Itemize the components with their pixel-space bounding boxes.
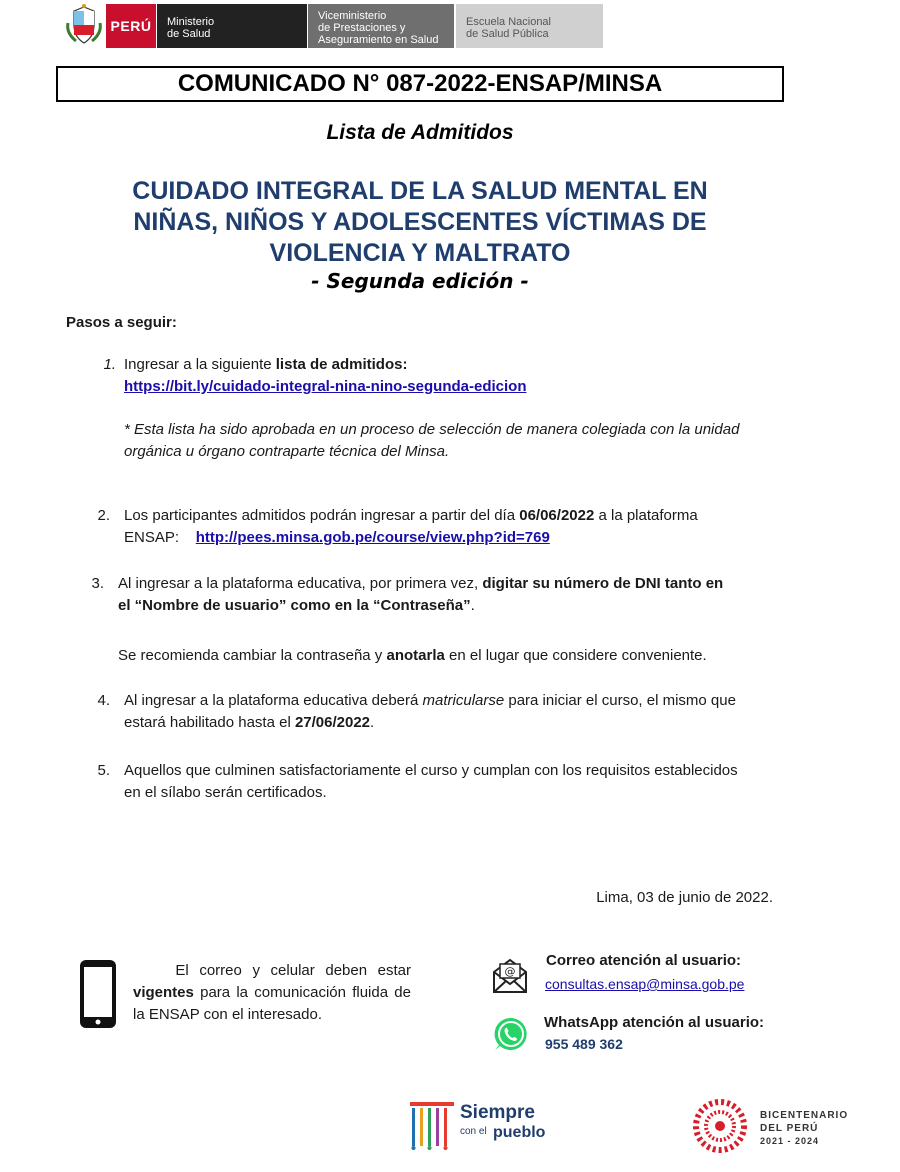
whatsapp-number: 955 489 362: [545, 1036, 623, 1052]
email-heading: Correo atención al usuario:: [546, 952, 742, 969]
peru-logo: PERÚ: [106, 4, 156, 48]
siempre-con-el-pueblo-logo: Siempre con el pueblo: [408, 1098, 558, 1158]
course-title: CUIDADO INTEGRAL DE LA SALUD MENTAL EN NIÑAS, NIÑOS Y ADOLESCENTES VÍCTIMAS DE VIOLENCIA Y MALTRATO: [132, 177, 708, 267]
steps-label: Pasos a seguir:: [66, 314, 177, 331]
coat-of-arms-icon: [62, 3, 106, 47]
email-icon: [490, 956, 530, 996]
step-3: Al ingresar a la plataforma educativa, por primera vez, digitar su número de DNI tanto en el “Nombre de usuario” como en la “Contraseña”.: [118, 575, 724, 614]
edition-label: - Segunda edición -: [311, 269, 529, 293]
tassel-icon: [408, 1100, 456, 1152]
email-link[interactable]: consultas.ensap@minsa.gob.pe: [545, 976, 745, 992]
whatsapp-icon: [493, 1016, 529, 1052]
step-3-recommendation: Se recomienda cambiar la contraseña y anotarla en el lugar que considere conveniente.: [118, 647, 707, 664]
admitidos-link[interactable]: https://bit.ly/cuidado-integral-nina-nino-segunda-edicion: [124, 378, 527, 395]
step-number: 5.: [97, 762, 110, 779]
escuela-logo: Escuela Nacional de Salud Pública: [456, 4, 603, 48]
step-1-note: * Esta lista ha sido aprobada en un proceso de selección de manera colegiada con la unidad orgánica u órgano contraparte técnica del Minsa.: [124, 421, 740, 460]
mobile-phone-icon: [78, 958, 118, 1030]
step-number: 2.: [97, 507, 110, 524]
place-date: Lima, 03 de junio de 2022.: [596, 889, 773, 906]
step-2: Los participantes admitidos podrán ingresar a partir del día 06/06/2022 a la plataforma ENSAP: http://pees.minsa.gob.pe/course/view.php?id=769: [124, 507, 698, 546]
bicentenario-emblem-icon: [690, 1096, 750, 1156]
platform-link[interactable]: http://pees.minsa.gob.pe/course/view.php?id=769: [195, 529, 550, 546]
step-number: 3.: [91, 575, 104, 592]
contact-note: El correo y celular deben estar vigentes para la comunicación fluida de la ENSAP con el interesado.: [133, 962, 412, 1023]
step-number: 4.: [97, 692, 110, 709]
step-number: 1.: [103, 356, 116, 373]
svg-text:@: @: [504, 965, 516, 978]
viceministerio-logo: Viceministerio de Prestaciones y Aseguramiento en Salud: [308, 4, 454, 48]
step-4: Al ingresar a la plataforma educativa deberá matricularse para iniciar el curso, el mismo que estará habilitado hasta el 27/06/2022.: [124, 692, 736, 731]
bicentenario-logo: BICENTENARIO DEL PERÚ 2021 - 2024: [674, 1086, 852, 1166]
ministerio-logo: Ministerio de Salud: [157, 4, 307, 48]
whatsapp-heading: WhatsApp atención al usuario:: [544, 1014, 765, 1031]
subtitle: Lista de Admitidos: [326, 121, 514, 144]
step-1: Ingresar a la siguiente lista de admitidos: https://bit.ly/cuidado-integral-nina-nino-segunda-edicion: [124, 356, 527, 395]
page-title: COMUNICADO N° 087-2022-ENSAP/MINSA: [56, 66, 784, 102]
step-5: Aquellos que culminen satisfactoriamente el curso y cumplan con los requisitos establecidos en el sílabo serán certificados.: [124, 762, 738, 801]
